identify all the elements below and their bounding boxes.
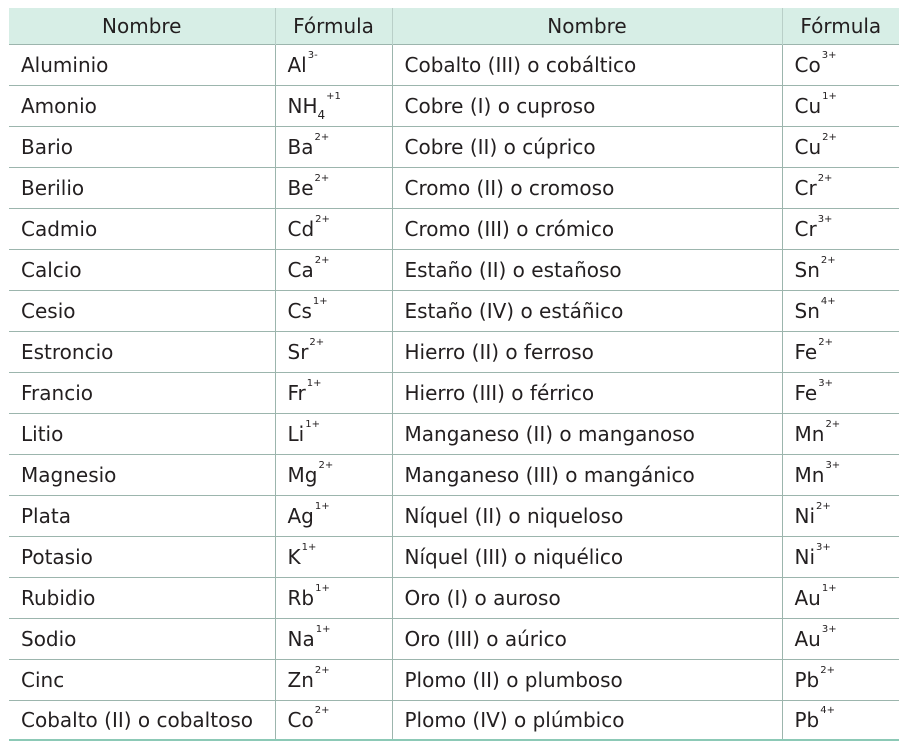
formula-cell — [782, 414, 899, 455]
formula-cell — [782, 86, 899, 127]
table-row — [9, 168, 899, 209]
formula-charge: 1+ — [305, 419, 320, 430]
cation-name-cell: Cesio — [9, 291, 275, 332]
formula-cell — [782, 578, 899, 619]
formula-charge: 2+ — [314, 173, 330, 184]
cation-name-cell: Oro (III) o aúrico — [392, 619, 782, 660]
formula-symbol: Sn — [794, 299, 820, 323]
formula-symbol: Sn — [794, 258, 820, 282]
formula-symbol: Co — [287, 708, 314, 732]
chemical-formula — [287, 50, 318, 77]
chemical-formula — [794, 460, 841, 487]
chemical-formula — [794, 624, 837, 651]
formula-charge: 2+ — [822, 132, 837, 143]
formula-charge: 3+ — [821, 624, 837, 635]
formula-cell — [782, 373, 899, 414]
chemical-formula — [287, 296, 328, 323]
formula-cell — [782, 209, 899, 250]
header-row — [9, 8, 899, 45]
table-row — [9, 496, 899, 537]
chemical-formula — [794, 378, 833, 405]
formula-symbol: Fr — [287, 381, 306, 405]
chemical-formula — [287, 91, 341, 122]
chemical-formula — [794, 255, 836, 282]
cation-name-cell: Cromo (II) o cromoso — [392, 168, 782, 209]
formula-charge: 2+ — [309, 337, 325, 348]
formula-symbol: Sr — [287, 340, 309, 364]
formula-charge: 2+ — [820, 665, 836, 676]
formula-charge: 3- — [307, 50, 318, 61]
table-row — [9, 86, 899, 127]
header-formula-2: Fórmula — [782, 8, 899, 45]
chemical-formula — [287, 255, 330, 282]
formula-charge: 3+ — [818, 378, 833, 389]
table-row — [9, 209, 899, 250]
formula-charge: 1+ — [821, 583, 837, 594]
header-nombre-2: Nombre — [392, 8, 782, 45]
formula-charge: 1+ — [315, 583, 330, 594]
cation-name-cell: Hierro (III) o férrico — [392, 373, 782, 414]
table-row — [9, 127, 899, 168]
formula-cell — [275, 660, 392, 701]
formula-charge: 2+ — [314, 132, 330, 143]
cation-name-cell: Plomo (IV) o plúmbico — [392, 701, 782, 741]
formula-cell — [782, 537, 899, 578]
chemical-formula — [794, 542, 831, 569]
formula-cell — [275, 455, 392, 496]
formula-symbol: Mn — [794, 422, 825, 446]
formula-symbol: Be — [287, 176, 314, 200]
formula-symbol: Cr — [794, 176, 817, 200]
chemical-formula — [794, 50, 837, 77]
cation-name-cell: Amonio — [9, 86, 275, 127]
chemical-formula — [287, 624, 331, 651]
formula-charge: 2+ — [315, 214, 330, 225]
formula-symbol: Li — [287, 422, 305, 446]
cation-name-cell: Sodio — [9, 619, 275, 660]
cation-name-cell: Cobalto (II) o cobaltoso — [9, 701, 275, 741]
table-row — [9, 373, 899, 414]
formula-charge: 3+ — [817, 214, 833, 225]
cation-name-cell: Cinc — [9, 660, 275, 701]
formula-charge: 2+ — [314, 665, 330, 676]
cation-table — [9, 8, 899, 741]
cation-name-cell: Níquel (III) o niquélico — [392, 537, 782, 578]
formula-cell — [275, 496, 392, 537]
chemical-formula — [794, 296, 836, 323]
formula-cell — [275, 578, 392, 619]
formula-cell — [275, 332, 392, 373]
cation-name-cell: Estaño (IV) o estáñico — [392, 291, 782, 332]
chemical-formula — [794, 501, 831, 528]
cation-name-cell: Manganeso (II) o manganoso — [392, 414, 782, 455]
formula-symbol: Au — [794, 627, 821, 651]
formula-charge: 1+ — [314, 501, 330, 512]
formula-symbol: Cs — [287, 299, 312, 323]
formula-charge: 2+ — [314, 705, 330, 716]
chemical-formula — [794, 91, 837, 118]
table-row — [9, 250, 899, 291]
formula-symbol: Cu — [794, 135, 822, 159]
cation-name-cell: Francio — [9, 373, 275, 414]
formula-cell — [275, 373, 392, 414]
formula-symbol: Cd — [287, 217, 315, 241]
formula-symbol: Rb — [287, 586, 315, 610]
formula-cell — [275, 619, 392, 660]
cation-name-cell: Aluminio — [9, 45, 275, 86]
formula-charge: 2+ — [816, 501, 831, 512]
formula-charge: 2+ — [817, 173, 833, 184]
formula-cell — [275, 537, 392, 578]
formula-subscript: 4 — [317, 108, 326, 122]
cation-name-cell: Hierro (II) o ferroso — [392, 332, 782, 373]
table-row — [9, 455, 899, 496]
formula-symbol: Co — [794, 53, 821, 77]
table-row — [9, 414, 899, 455]
formula-symbol: Fe — [794, 381, 818, 405]
formula-symbol: Ni — [794, 504, 816, 528]
formula-symbol: Pb — [794, 708, 820, 732]
formula-charge: 1+ — [306, 378, 322, 389]
header-nombre: Nombre — [9, 8, 275, 45]
formula-cell — [275, 291, 392, 332]
table-row — [9, 45, 899, 86]
chemical-formula — [287, 419, 320, 446]
chemical-formula — [287, 501, 330, 528]
formula-symbol: Mn — [794, 463, 825, 487]
formula-charge: 3+ — [821, 50, 837, 61]
formula-cell — [782, 127, 899, 168]
cation-name-cell: Cobre (I) o cuproso — [392, 86, 782, 127]
formula-symbol: Na — [287, 627, 315, 651]
cation-name-cell: Manganeso (III) o mangánico — [392, 455, 782, 496]
formula-charge: 1+ — [315, 624, 331, 635]
formula-charge: +1 — [326, 91, 341, 102]
chemical-formula — [794, 705, 836, 732]
cation-name-cell: Potasio — [9, 537, 275, 578]
chemical-formula — [287, 542, 317, 569]
formula-charge: 2+ — [825, 419, 841, 430]
formula-cell — [782, 291, 899, 332]
cation-name-cell: Berilio — [9, 168, 275, 209]
formula-charge: 2+ — [314, 255, 330, 266]
chemical-formula — [287, 665, 330, 692]
formula-symbol: K — [287, 545, 301, 569]
chemical-formula — [287, 173, 330, 200]
formula-symbol: Ni — [794, 545, 816, 569]
formula-charge: 4+ — [820, 296, 836, 307]
table-row — [9, 619, 899, 660]
formula-symbol: Al — [287, 53, 307, 77]
cation-name-cell: Cadmio — [9, 209, 275, 250]
formula-symbol: Zn — [287, 668, 314, 692]
formula-cell — [275, 86, 392, 127]
chemical-formula — [287, 214, 330, 241]
formula-symbol: Cu — [794, 94, 822, 118]
formula-cell — [275, 414, 392, 455]
formula-cell — [782, 250, 899, 291]
chemical-formula — [287, 460, 334, 487]
formula-symbol: Ba — [287, 135, 314, 159]
formula-cell — [275, 127, 392, 168]
chemical-formula — [794, 665, 836, 692]
formula-cell — [782, 168, 899, 209]
cation-name-cell: Níquel (II) o niqueloso — [392, 496, 782, 537]
chemical-formula — [287, 378, 322, 405]
formula-symbol: Fe — [794, 340, 818, 364]
table-row — [9, 537, 899, 578]
chemical-formula — [287, 132, 330, 159]
cation-name-cell: Estaño (II) o estañoso — [392, 250, 782, 291]
formula-charge: 1+ — [312, 296, 328, 307]
formula-symbol: Ag — [287, 504, 314, 528]
formula-cell — [275, 250, 392, 291]
chemical-formula — [794, 583, 837, 610]
chemical-formula — [287, 337, 325, 364]
cation-name-cell: Calcio — [9, 250, 275, 291]
formula-cell — [782, 496, 899, 537]
formula-symbol: Mg — [287, 463, 318, 487]
formula-cell — [275, 701, 392, 741]
formula-symbol: Pb — [794, 668, 820, 692]
chemical-formula — [287, 583, 330, 610]
cation-table-container — [9, 8, 899, 741]
table-body — [9, 45, 899, 741]
chemical-formula — [794, 214, 833, 241]
formula-charge: 3+ — [816, 542, 831, 553]
formula-charge: 2+ — [318, 460, 334, 471]
cation-name-cell: Oro (I) o auroso — [392, 578, 782, 619]
table-header — [9, 8, 899, 45]
chemical-formula — [794, 132, 837, 159]
chemical-formula — [287, 705, 330, 732]
table-row — [9, 578, 899, 619]
formula-charge: 1+ — [822, 91, 837, 102]
formula-charge: 1+ — [301, 542, 317, 553]
formula-cell — [782, 332, 899, 373]
chemical-formula — [794, 173, 833, 200]
cation-name-cell: Cromo (III) o crómico — [392, 209, 782, 250]
cation-name-cell: Bario — [9, 127, 275, 168]
chemical-formula — [794, 419, 841, 446]
cation-name-cell: Rubidio — [9, 578, 275, 619]
chemical-formula — [794, 337, 833, 364]
formula-charge: 2+ — [820, 255, 836, 266]
table-row — [9, 660, 899, 701]
cation-name-cell: Magnesio — [9, 455, 275, 496]
table-row — [9, 291, 899, 332]
formula-charge: 2+ — [818, 337, 833, 348]
cation-name-cell: Cobre (II) o cúprico — [392, 127, 782, 168]
formula-cell — [782, 660, 899, 701]
formula-cell — [275, 45, 392, 86]
table-row — [9, 701, 899, 741]
formula-symbol: Au — [794, 586, 821, 610]
formula-cell — [275, 209, 392, 250]
formula-symbol: NH — [287, 94, 318, 118]
formula-symbol: Ca — [287, 258, 314, 282]
cation-name-cell: Estroncio — [9, 332, 275, 373]
table-row — [9, 332, 899, 373]
cation-name-cell: Litio — [9, 414, 275, 455]
formula-cell — [782, 619, 899, 660]
formula-cell — [782, 701, 899, 741]
header-formula: Fórmula — [275, 8, 392, 45]
cation-name-cell: Cobalto (III) o cobáltico — [392, 45, 782, 86]
formula-symbol: Cr — [794, 217, 817, 241]
formula-cell — [782, 45, 899, 86]
formula-charge: 3+ — [825, 460, 841, 471]
cation-name-cell: Plata — [9, 496, 275, 537]
formula-charge: 4+ — [820, 705, 836, 716]
formula-cell — [275, 168, 392, 209]
cation-name-cell: Plomo (II) o plumboso — [392, 660, 782, 701]
formula-cell — [782, 455, 899, 496]
